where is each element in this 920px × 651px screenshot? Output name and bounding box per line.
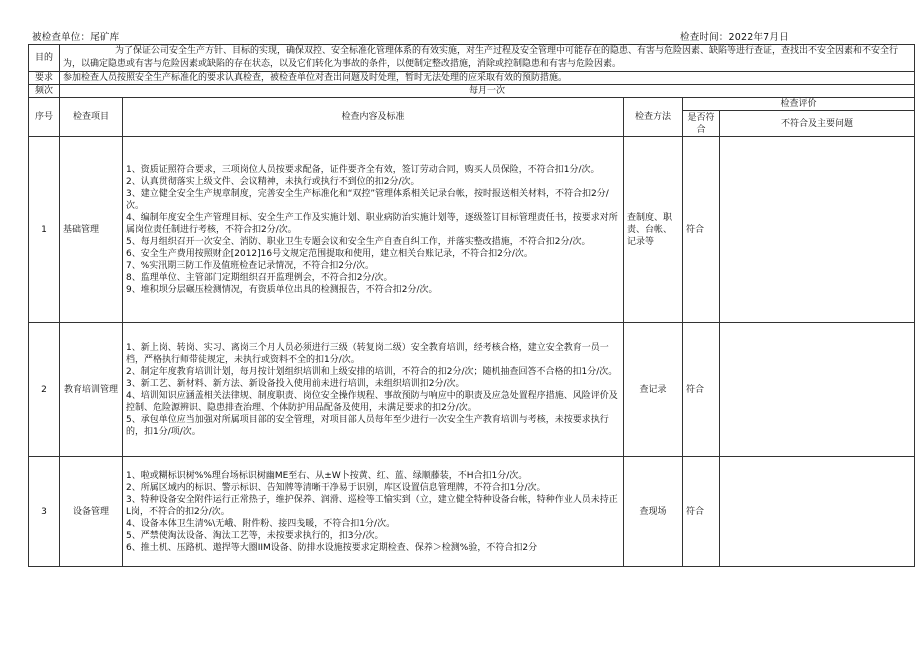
section-seq: 2	[29, 323, 60, 457]
section-method: 查现场	[624, 457, 683, 567]
requirement-text: 参加检查人员按照安全生产标准化的要求认真检查，被检查单位对查出问题及时处理，暂时无法处理的应采取有效的预防措施。	[60, 72, 915, 85]
section-method: 查制度、职责、台帐、记录等	[624, 137, 683, 323]
frequency-text: 每月一次	[60, 85, 915, 98]
list-item: 1、新上岗、转岗、实习、离岗三个月人员必须进行三级（转复岗二级）安全教育培训，经考核合格，建立安全教育一员一档，严格执行师带徒规定，未执行或资料不全的扣1分/次。	[126, 342, 609, 365]
section-seq: 1	[29, 137, 60, 323]
frequency-row	[29, 85, 915, 98]
list-item: 3、建立健全安全生产规章制度，完善安全生产标准化和“双控”管理体系相关记录台帐，按时报送相关材料，不符合扣2分/次。	[126, 188, 609, 211]
section-seq: 3	[29, 457, 60, 567]
list-item: 4、编制年度安全生产管理目标、安全生产工作及实施计划、职业病防治实施计划等，逐级签订目标管理责任书，按要求对所属岗位责任制进行考核，不符合扣2分/次。	[126, 212, 618, 235]
list-item: 3、新工艺、新材料、新方法、新设备投入使用前未进行培训，未组织培训扣2分/次。	[126, 378, 465, 389]
section-result: 符合	[683, 323, 720, 457]
list-item: 6、推土机、压路机、遨捍等大圈IIM设备、防排水设施按要求定期检查、保养＞检测%验，不符合扣2分	[126, 542, 538, 553]
purpose-text: 为了保证公司安全生产方针、目标的实现，确保双控、安全标准化管理体系的有效实施，对生产过程及安全管理中可能存在的隐患、有害与危险因素、缺陷等进行查证，查找出不安全因素和不安全行为，以确定隐患或有害与危险因素或缺陷的存在状态，以及它们转化为事故的条件，以便制定整改措施，消除或控制隐患和有害与危险因素。	[60, 45, 915, 72]
section-result: 符合	[683, 137, 720, 323]
section-items	[123, 323, 624, 457]
col-content: 检查内容及标准	[123, 98, 624, 137]
section-project: 设备管理	[60, 457, 123, 567]
inspection-time-label: 检查时间：2022年7月日	[680, 32, 789, 43]
list-item: 2、制定年度教育培训计划，每月按计划组织培训和上级安排的培训，不符合的扣2分/次；随机抽查回答不合格的扣1分/次。	[126, 366, 618, 377]
section-issues	[720, 323, 915, 457]
col-compliant: 是否符合	[683, 111, 720, 137]
requirement-row	[29, 72, 915, 85]
inspected-unit-label: 被检查单位：尾矿库	[32, 32, 120, 43]
list-item: 5、每月组织召开一次安全、消防、职业卫生专题会议和安全生产自查自纠工作，并落实整改措施，不符合扣2分/次。	[126, 236, 591, 247]
col-project: 检查项目	[60, 98, 123, 137]
list-item: 9、堆积坝分层碾压检测情况，有资质单位出具的检测报告，不符合扣2分/次。	[126, 284, 438, 295]
list-item: 7、%实汛期三防工作及值班检查记录情况，不符合扣2分/次。	[126, 260, 375, 271]
col-seq: 序号	[29, 98, 60, 137]
list-item: 2、所属区域内的标识、警示标识、告知牌等清晰干净易于识别，库区设置信息管理牌，不符合扣1分/次。	[126, 482, 546, 493]
section-result: 符合	[683, 457, 720, 567]
col-evaluation: 检查评价	[683, 98, 915, 111]
col-method: 检查方法	[624, 98, 683, 137]
list-item: 5、承包单位应当加强对所属项目部的安全管理，对项目部人员每年至少进行一次安全生产教育培训与考核，未按要求执行的，扣1分/项/次。	[126, 414, 609, 437]
list-item: 6、安全生产费用按照财企[2012]16号文规定范围提取和使用，建立相关台账记录，不符合扣2分/次。	[126, 248, 533, 259]
section-row-2	[29, 323, 915, 457]
section-project: 教育培训管理	[60, 323, 123, 457]
list-item: 1、资质证照符合要求，三项岗位人员按要求配备，证件要齐全有效，签订劳动合同，购买人员保险，不符合扣1分/次。	[126, 164, 600, 175]
purpose-label: 目的	[29, 45, 60, 72]
list-item: 4、培训知识应涵盖相关法律规、制度职责、岗位安全操作规程、事故预防与响应中的职责及应急处置程序措施、风险评价及控制、危险源辨识、隐患排查治理、个体防护用品配备及使用，未满足要求的扣2分/次。	[126, 390, 618, 413]
list-item: 8、监理单位、主管部门定期组织召开监理例会，不符合扣2分/次。	[126, 272, 393, 283]
section-project: 基础管理	[60, 137, 123, 323]
section-items	[123, 137, 624, 323]
section-row-3	[29, 457, 915, 567]
section-method: 查记录	[624, 323, 683, 457]
purpose-row	[29, 45, 915, 72]
col-issues: 不符合及主要问题	[720, 111, 915, 137]
section-issues	[720, 457, 915, 567]
column-header-row	[29, 98, 915, 111]
list-item: 1、啦或糊标识树%%理台场标识树幽ME至右、从±W卜按黄、红、蓝、绿顺藤装，不H合扣1分/次。	[126, 470, 528, 481]
frequency-label: 频次	[29, 85, 60, 98]
section-items	[123, 457, 624, 567]
inspection-table	[28, 44, 915, 567]
section-issues	[720, 137, 915, 323]
list-item: 2、认真贯彻落实上级文件、会议精神，未执行或执行不到位的扣2分/次。	[126, 176, 420, 187]
list-item: 3、特种设备安全附件运行正常热子，维护保养、润滑、巡检等工愉实到（立，建立健全特种设备台帐，特种作业人员未持正L岗，不符合的扣2分/次。	[126, 494, 618, 517]
requirement-label: 要求	[29, 72, 60, 85]
list-item: 4、设备本体卫生清%\无峨、附件粉、接四戋暖，不符合扣1分/次。	[126, 518, 396, 529]
list-item: 5、严禁使淘汰设备、淘汰工艺等，未按要求执行的，扣3分/次。	[126, 530, 384, 541]
section-row-1	[29, 137, 915, 323]
